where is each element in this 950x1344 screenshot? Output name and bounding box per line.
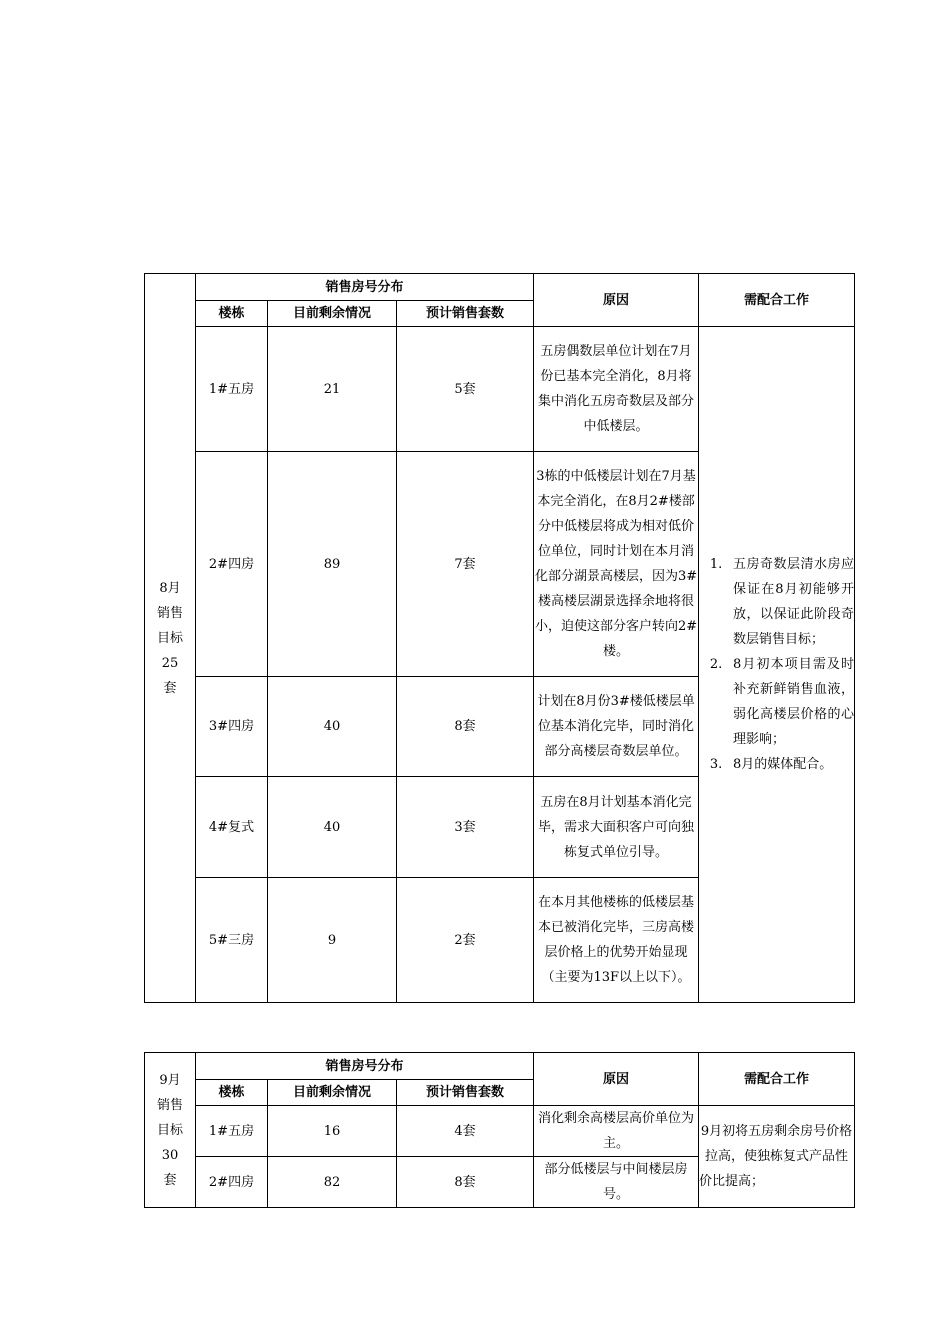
required-work-cell [699,327,855,1003]
cell-building: 3#四房 [196,677,268,777]
cell-remaining: 16 [268,1106,397,1157]
month-target-label: 9月 销售 目标 30 套 [145,1053,196,1208]
header-reason: 原因 [534,274,699,327]
august-sales-table [144,273,855,1003]
cell-building: 1#五房 [196,327,268,452]
cell-remaining: 82 [268,1157,397,1208]
cell-building: 4#复式 [196,777,268,878]
cell-forecast: 3套 [397,777,534,878]
cell-reason: 在本月其他楼栋的低楼层基本已被消化完毕，三房高楼层价格上的优势开始显现（主要为13F以上以下）。 [534,878,699,1003]
header-sales-distribution: 销售房号分布 [196,274,534,301]
header-building: 楼栋 [196,301,268,327]
september-sales-table [144,1052,855,1208]
list-item: 3. 8月的媒体配合。 [709,757,833,772]
required-work-list [699,552,854,777]
header-remaining: 目前剩余情况 [268,301,397,327]
cell-remaining: 21 [268,327,397,452]
cell-building: 1#五房 [196,1106,268,1157]
cell-reason: 3栋的中低楼层计划在7月基本完全消化，在8月2#楼部分中低楼层将成为相对低价位单位，同时计划在本月消化部分湖景高楼层，因为3#楼高楼层湖景选择余地将很小，迫使这部分客户转向2#楼。 [534,452,699,677]
list-item: 2. 8月初本项目需及时补充新鲜销售血液，弱化高楼层价格的心理影响； [709,657,855,747]
cell-remaining: 9 [268,878,397,1003]
cell-forecast: 4套 [397,1106,534,1157]
cell-remaining: 40 [268,777,397,878]
header-forecast: 预计销售套数 [397,301,534,327]
cell-reason: 五房在8月计划基本消化完毕，需求大面积客户可向独栋复式单位引导。 [534,777,699,878]
required-work-cell: 9月初将五房剩余房号价格拉高，使独栋复式产品性价比提高； [699,1106,855,1208]
header-remaining: 目前剩余情况 [268,1080,397,1106]
header-forecast: 预计销售套数 [397,1080,534,1106]
cell-reason: 消化剩余高楼层高价单位为主。 [534,1106,699,1157]
header-required-work: 需配合工作 [699,1053,855,1106]
cell-reason: 部分低楼层与中间楼层房号。 [534,1157,699,1208]
table-row [145,1106,855,1157]
cell-building: 2#四房 [196,1157,268,1208]
cell-building: 2#四房 [196,452,268,677]
header-required-work: 需配合工作 [699,274,855,327]
month-target-label: 8月 销售 目标 25 套 [145,274,196,1003]
list-item: 1. 五房奇数层清水房应保证在8月初能够开放，以保证此阶段奇数层销售目标； [709,557,855,647]
table-row [145,327,855,452]
cell-forecast: 5套 [397,327,534,452]
header-reason: 原因 [534,1053,699,1106]
cell-forecast: 2套 [397,878,534,1003]
cell-forecast: 8套 [397,1157,534,1208]
cell-forecast: 8套 [397,677,534,777]
cell-forecast: 7套 [397,452,534,677]
cell-reason: 计划在8月份3#楼低楼层单位基本消化完毕，同时消化部分高楼层奇数层单位。 [534,677,699,777]
header-sales-distribution: 销售房号分布 [196,1053,534,1080]
cell-remaining: 89 [268,452,397,677]
cell-reason: 五房偶数层单位计划在7月份已基本完全消化，8月将集中消化五房奇数层及部分中低楼层。 [534,327,699,452]
cell-remaining: 40 [268,677,397,777]
header-building: 楼栋 [196,1080,268,1106]
cell-building: 5#三房 [196,878,268,1003]
